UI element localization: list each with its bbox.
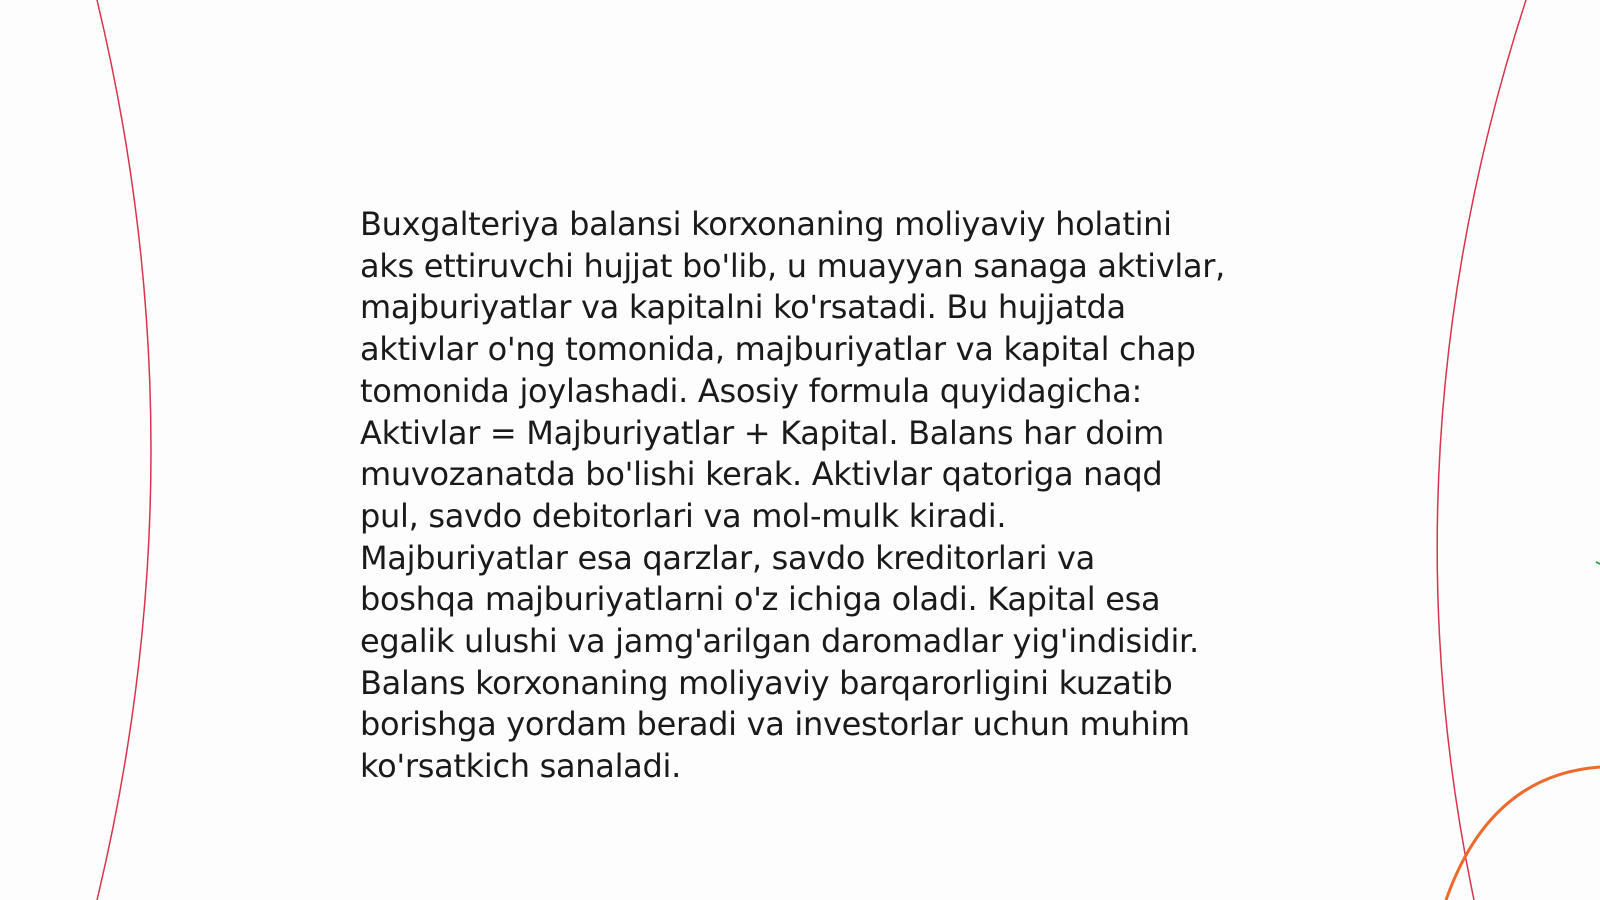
text-line: aktivlar o'ng tomonida, majburiyatlar va kapital chap — [360, 330, 1196, 369]
text-line: egalik ulushi va jamg'arilgan daromadlar yig'indisidir. — [360, 622, 1199, 661]
orange-decorative-arc — [1446, 767, 1600, 900]
text-line: majburiyatlar va kapitalni ko'rsatadi. Bu hujjatda — [360, 288, 1126, 327]
text-line: tomonida joylashadi. Asosiy formula quyidagicha: — [360, 371, 1142, 410]
green-decorative-mark — [1596, 562, 1600, 564]
text-line: Aktivlar = Majburiyatlar + Kapital. Balans har doim — [360, 413, 1164, 452]
text-line: Balans korxonaning moliyaviy barqarorligini kuzatib — [360, 663, 1173, 702]
slide-body-text — [360, 204, 1260, 788]
text-line: Buxgalteriya balansi korxonaning moliyaviy holatini — [360, 205, 1172, 243]
right-decorative-arc — [1437, 0, 1526, 900]
text-line: borishga yordam beradi va investorlar uchun muhim — [360, 705, 1190, 744]
left-decorative-arc — [97, 0, 151, 900]
text-line: aks ettiruvchi hujjat bo'lib, u muayyan sanaga aktivlar, — [360, 246, 1226, 285]
text-line: ko'rsatkich sanaladi. — [360, 747, 681, 786]
text-line: pul, savdo debitorlari va mol-mulk kiradi. — [360, 496, 1007, 535]
text-line: muvozanatda bo'lishi kerak. Aktivlar qatoriga naqd — [360, 455, 1163, 494]
text-line: boshqa majburiyatlarni o'z ichiga oladi. Kapital esa — [360, 580, 1161, 619]
text-line: Majburiyatlar esa qarzlar, savdo kreditorlari va — [360, 538, 1095, 577]
